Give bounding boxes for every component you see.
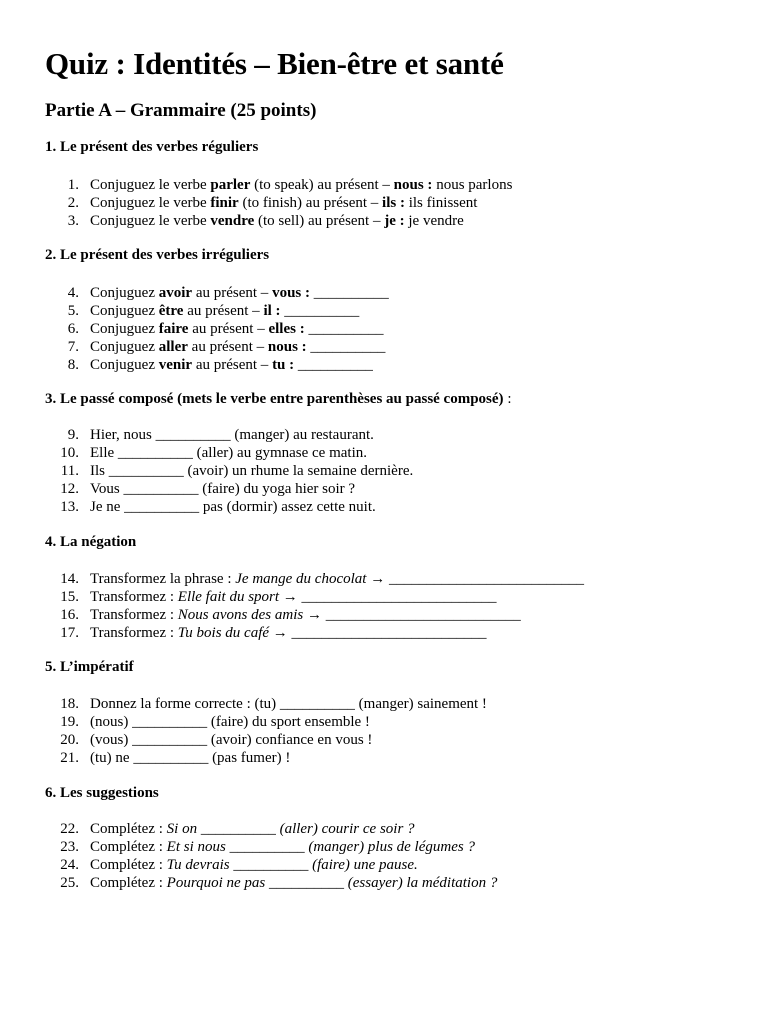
question-item xyxy=(45,320,389,338)
section-title-6: 6. Les suggestions xyxy=(45,785,159,801)
question-number: 2. xyxy=(67,195,79,211)
question-item xyxy=(45,820,497,838)
question-text: Donnez la forme correcte : (tu) __________ (manger) sainement ! xyxy=(90,696,487,712)
question-text: je vendre xyxy=(404,213,464,229)
question-number: 14. xyxy=(60,571,79,587)
question-number: 8. xyxy=(67,357,79,373)
question-text: nous parlons xyxy=(432,177,513,193)
question-number: 7. xyxy=(67,339,79,355)
question-item xyxy=(45,498,413,516)
question-text: Je ne __________ pas (dormir) assez cette nuit. xyxy=(90,499,376,515)
section-title-5: 5. L’impératif xyxy=(45,659,134,675)
question-text: (vous) __________ (avoir) confiance en vous ! xyxy=(90,732,373,748)
question-text: Conjuguez xyxy=(90,357,159,373)
section-title-3: 3. Le passé composé (mets le verbe entre parenthèses au passé composé) : xyxy=(45,391,512,407)
question-number: 24. xyxy=(60,857,79,873)
question-text: Complétez : xyxy=(90,839,167,855)
question-number: 10. xyxy=(60,445,79,461)
question-text: Complétez : xyxy=(90,875,167,891)
question-item xyxy=(45,731,487,749)
bold-text: aller xyxy=(158,339,188,355)
bold-text: il : xyxy=(263,303,281,319)
question-item xyxy=(45,212,512,230)
question-number: 4. xyxy=(67,285,79,301)
section-title-2: 2. Le présent des verbes irréguliers xyxy=(45,247,270,263)
section-3-list xyxy=(45,426,413,516)
question-text: Conjuguez le verbe xyxy=(90,177,211,193)
question-text: __________ xyxy=(280,303,360,319)
question-item xyxy=(45,624,584,642)
question-text: Complétez : xyxy=(90,821,167,837)
question-item xyxy=(45,874,497,892)
section-title-4: 4. La négation xyxy=(45,534,137,550)
question-item xyxy=(45,856,497,874)
question-text: (to speak) au présent – xyxy=(250,177,394,193)
italic-text: Je mange du chocolat xyxy=(235,571,367,587)
italic-text: Et si nous __________ (manger) plus de légumes ? xyxy=(166,839,475,855)
question-text: ils finissent xyxy=(404,195,478,211)
question-text: Conjuguez le verbe xyxy=(90,195,211,211)
bold-text: venir xyxy=(158,357,193,373)
question-text: au présent – xyxy=(192,285,273,301)
question-item xyxy=(45,713,487,731)
question-item xyxy=(45,462,413,480)
bold-text: finir xyxy=(210,195,239,211)
question-item xyxy=(45,838,497,856)
question-text: Transformez : xyxy=(90,607,178,623)
section-2-list xyxy=(45,284,389,374)
question-number: 18. xyxy=(60,696,79,712)
question-item xyxy=(45,444,413,462)
bold-text: je : xyxy=(384,213,405,229)
bold-text: faire xyxy=(158,321,189,337)
question-text: __________ xyxy=(294,357,373,373)
bold-text: être xyxy=(158,303,184,319)
question-item xyxy=(45,606,584,624)
question-text: Hier, nous __________ (manger) au restaurant. xyxy=(90,427,374,443)
bold-text: ils : xyxy=(382,195,405,211)
bold-text: parler xyxy=(210,177,251,193)
question-text: au présent – xyxy=(187,339,268,355)
question-item xyxy=(45,338,389,356)
question-number: 23. xyxy=(60,839,79,855)
question-text: (to finish) au présent – xyxy=(238,195,383,211)
bold-text: vous : xyxy=(272,285,310,301)
question-text: → __________________________ xyxy=(269,625,487,641)
section-4-list xyxy=(45,570,584,642)
question-text: → __________________________ xyxy=(366,571,584,587)
question-text: Vous __________ (faire) du yoga hier soir ? xyxy=(90,481,356,497)
question-text: → __________________________ xyxy=(303,607,521,623)
section-title-1: 1. Le présent des verbes réguliers xyxy=(45,139,259,155)
question-number: 13. xyxy=(60,499,79,515)
question-number: 11. xyxy=(60,463,79,479)
question-item xyxy=(45,749,487,767)
question-item xyxy=(45,570,584,588)
question-text: au présent – xyxy=(183,303,264,319)
page-title: Quiz : Identités – Bien-être et santé xyxy=(45,46,504,81)
bold-text: tu : xyxy=(272,357,295,373)
question-number: 3. xyxy=(67,213,79,229)
section-5-list xyxy=(45,695,487,767)
question-number: 6. xyxy=(67,321,79,337)
bold-text: vendre xyxy=(210,213,255,229)
question-text: Conjuguez xyxy=(90,321,159,337)
question-text: Transformez : xyxy=(90,625,178,641)
question-number: 20. xyxy=(60,732,79,748)
question-number: 9. xyxy=(67,427,79,443)
question-item xyxy=(45,480,413,498)
question-number: 5. xyxy=(67,303,79,319)
question-text: (to sell) au présent – xyxy=(254,213,385,229)
question-text: Transformez : xyxy=(90,589,178,605)
question-item xyxy=(45,176,512,194)
question-number: 16. xyxy=(60,607,79,623)
part-title: Partie A – Grammaire (25 points) xyxy=(45,100,317,121)
question-text: Conjuguez xyxy=(90,339,159,355)
question-number: 15. xyxy=(60,589,79,605)
question-item xyxy=(45,284,389,302)
question-text: au présent – xyxy=(188,321,269,337)
question-number: 22. xyxy=(60,821,79,837)
question-number: 1. xyxy=(67,177,79,193)
bold-text: avoir xyxy=(158,285,193,301)
question-text: Ils __________ (avoir) un rhume la semaine dernière. xyxy=(90,463,414,479)
question-number: 21. xyxy=(60,750,79,766)
question-number: 19. xyxy=(60,714,79,730)
section-6-list xyxy=(45,820,497,892)
italic-text: Tu devrais __________ (faire) une pause. xyxy=(166,857,418,873)
question-text: Elle __________ (aller) au gymnase ce matin. xyxy=(90,445,367,461)
section-1-list xyxy=(45,176,512,230)
question-text: Transformez la phrase : xyxy=(90,571,236,587)
question-text: au présent – xyxy=(192,357,273,373)
italic-text: Nous avons des amis xyxy=(177,607,304,623)
question-text: → __________________________ xyxy=(279,589,497,605)
question-text: Conjuguez xyxy=(90,303,159,319)
question-item xyxy=(45,426,413,444)
italic-text: Tu bois du café xyxy=(177,625,270,641)
question-item xyxy=(45,356,389,374)
question-number: 17. xyxy=(60,625,79,641)
question-text: __________ xyxy=(306,339,386,355)
question-text: Conjuguez xyxy=(90,285,159,301)
question-text: Complétez : xyxy=(90,857,167,873)
question-item xyxy=(45,695,487,713)
question-text: (nous) __________ (faire) du sport ensemble ! xyxy=(90,714,370,730)
italic-text: Elle fait du sport xyxy=(177,589,280,605)
bold-text: elles : xyxy=(268,321,305,337)
question-number: 12. xyxy=(60,481,79,497)
question-text: Conjuguez le verbe xyxy=(90,213,211,229)
italic-text: Pourquoi ne pas __________ (essayer) la méditation ? xyxy=(166,875,498,891)
question-text: __________ xyxy=(310,285,389,301)
question-text: (tu) ne __________ (pas fumer) ! xyxy=(90,750,291,766)
question-number: 25. xyxy=(60,875,79,891)
question-text: __________ xyxy=(304,321,384,337)
question-item xyxy=(45,588,584,606)
italic-text: Si on __________ (aller) courir ce soir ? xyxy=(166,821,415,837)
question-item xyxy=(45,194,512,212)
bold-text: nous : xyxy=(267,339,307,355)
question-item xyxy=(45,302,389,320)
bold-text: nous : xyxy=(393,177,433,193)
